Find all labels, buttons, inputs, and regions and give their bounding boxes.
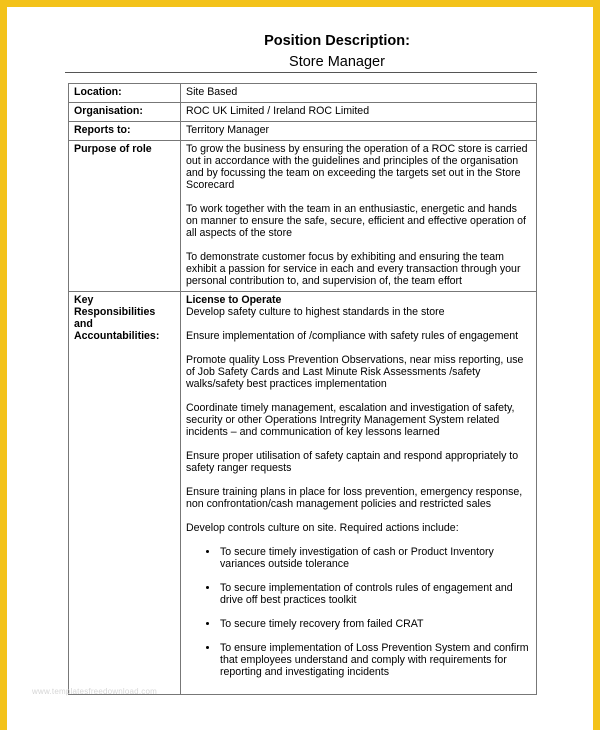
responsibility-paragraph: Ensure proper utilisation of safety captain and respond appropriately to safety ranger requests [186, 450, 519, 474]
watermark: www.templatesfreedownload.com [32, 687, 157, 696]
responsibility-paragraph: Develop controls culture on site. Required actions include: [186, 522, 459, 534]
purpose-paragraph: To grow the business by ensuring the operation of a ROC store is carried out in accordance with the guidelines and principles of the organisation and by focussing the team on exceeding the targets set out in the Store Scorecard [186, 143, 528, 191]
position-description-table [68, 83, 537, 695]
purpose-label: Purpose of role [69, 141, 181, 292]
purpose-value [181, 141, 537, 292]
table-row [69, 103, 537, 122]
location-value: Site Based [181, 84, 537, 103]
document-page [7, 7, 593, 730]
table-row [69, 292, 537, 695]
key-responsibilities-value [181, 292, 537, 695]
purpose-paragraph: To work together with the team in an enthusiastic, energetic and hands on manner to ensure the safe, secure, efficient and effective operation of all aspects of the store [186, 203, 527, 239]
responsibility-paragraph: Ensure implementation of /compliance with safety rules of engagement [186, 330, 519, 342]
responsibility-paragraph: Develop safety culture to highest standards in the store [186, 306, 445, 318]
reports-to-label: Reports to: [69, 122, 181, 141]
header-divider [65, 72, 537, 73]
responsibility-paragraph: Coordinate timely management, escalation and investigation of safety, security or other Operations Intregrity Management System related incidents – and communication of key lessons learned [186, 402, 515, 438]
reports-to-value: Territory Manager [181, 122, 537, 141]
table-row [69, 84, 537, 103]
key-responsibilities-label: Key Responsibilities and Accountabilities: [69, 292, 181, 695]
organisation-value: ROC UK Limited / Ireland ROC Limited [181, 103, 537, 122]
list-item: • To secure timely recovery from failed CRAT [219, 618, 531, 630]
list-item: • To secure implementation of controls rules of engagement and drive off best practices toolkit [219, 582, 531, 606]
document-title: Position Description: [264, 33, 410, 49]
responsibility-paragraph: Promote quality Loss Prevention Observations, near miss reporting, use of Job Safety Cards and Last Minute Risk Assessments /safety walks/safety best practices implementation [186, 354, 524, 390]
location-label: Location: [69, 84, 181, 103]
list-item: • To ensure implementation of Loss Prevention System and confirm that employees understand and comply with requirements for reporting and investigating incidents [219, 642, 531, 678]
list-item: • To secure timely investigation of cash or Product Inventory variances outside tolerance [219, 546, 531, 570]
table-row [69, 141, 537, 292]
purpose-paragraph: To demonstrate customer focus by exhibiting and ensuring the team exhibit a passion for service in each and every transaction through your personal contribution to, and supervision of, the team effort [186, 251, 521, 287]
document-subtitle: Store Manager [289, 54, 385, 70]
responsibility-paragraph: Ensure training plans in place for loss prevention, emergency response, non confrontation/cash management policies and restricted sales [186, 486, 523, 510]
license-heading: License to Operate [186, 294, 282, 306]
table-row [69, 122, 537, 141]
controls-bullet-list [186, 546, 531, 678]
organisation-label: Organisation: [69, 103, 181, 122]
